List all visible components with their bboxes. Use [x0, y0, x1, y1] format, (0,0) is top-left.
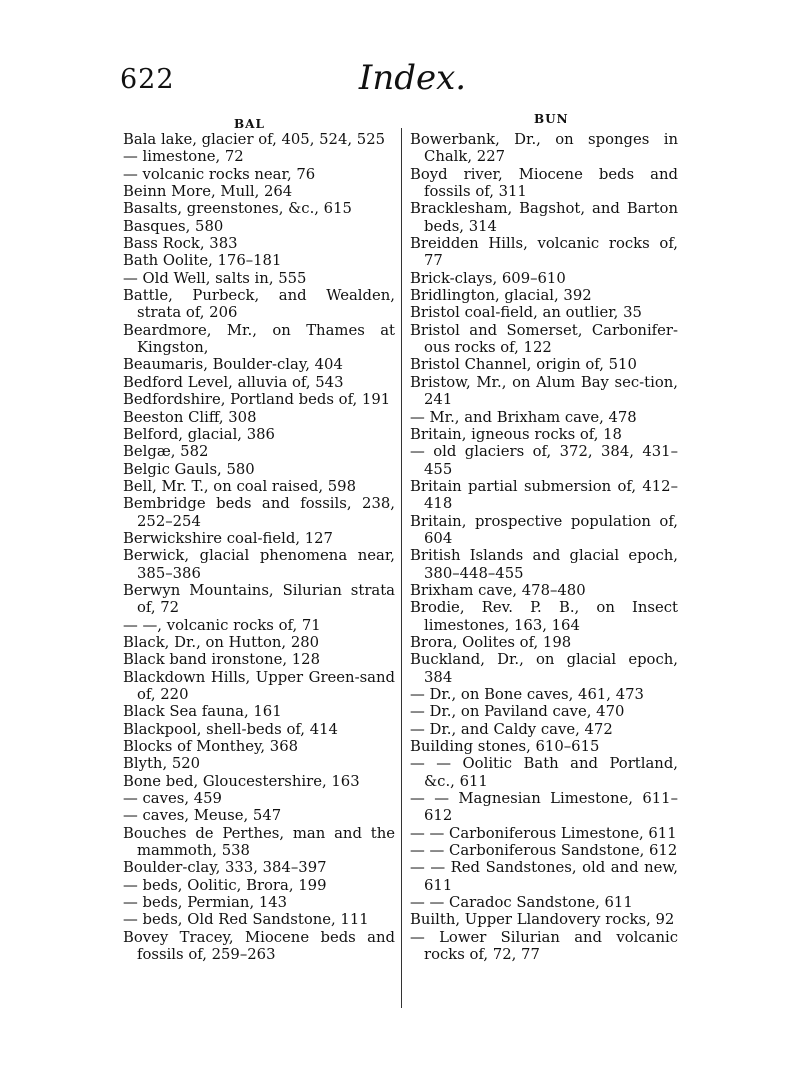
- page-title: Index.: [358, 58, 467, 98]
- index-entry: Blocks of Monthey, 368: [123, 738, 299, 756]
- index-entry: Bell, Mr. T., on coal raised, 598: [123, 477, 357, 495]
- index-entry: Belgic Gauls, 580: [123, 460, 255, 478]
- index-entry: — limestone, 72: [123, 148, 244, 166]
- index-entry: Blackpool, shell-beds of, 414: [123, 720, 338, 738]
- index-entry: — — Red Sandstones, old and new, 611: [410, 859, 678, 894]
- index-entry: — old glaciers of, 372, 384, 431–455: [410, 443, 678, 478]
- index-entry: — — Carboniferous Sandstone, 612: [410, 842, 678, 860]
- index-entry: Beeston Cliff, 308: [123, 408, 257, 426]
- index-entry: — beds, Permian, 143: [123, 894, 288, 912]
- index-entry: — Dr., on Bone caves, 461, 473: [410, 686, 644, 703]
- index-entry: — caves, 459: [123, 790, 222, 808]
- index-entry: Breidden Hills, volcanic rocks of, 77: [410, 235, 678, 270]
- index-entry: Bristol and Somerset, Carbonifer-ous rocks of, 122: [410, 321, 678, 357]
- index-entry: — caves, Meuse, 547: [123, 807, 282, 825]
- index-entry: Bedford Level, alluvia of, 543: [123, 373, 344, 391]
- index-entry: Bouches de Perthes, man and the mammoth, 538: [123, 824, 395, 860]
- index-entry: Bristol Channel, origin of, 510: [410, 356, 637, 374]
- column-divider: [401, 128, 402, 1008]
- index-entry: Beinn More, Mull, 264: [123, 183, 293, 201]
- index-entry: Brixham cave, 478–480: [410, 581, 586, 599]
- right-column-heading: BUN: [534, 112, 569, 126]
- index-entry: — —, volcanic rocks of, 71: [123, 616, 321, 634]
- index-entry: Bovey Tracey, Miocene beds and fossils of, 259–263: [123, 928, 395, 964]
- index-entry: Bedfordshire, Portland beds of, 191: [123, 391, 391, 409]
- index-entry: Black band ironstone, 128: [123, 651, 321, 669]
- index-entry: Bath Oolite, 176–181: [123, 252, 282, 270]
- index-entry: Berwickshire coal-field, 127: [123, 529, 333, 547]
- index-entry: — beds, Oolitic, Brora, 199: [123, 876, 327, 894]
- index-entry: Building stones, 610–615: [410, 738, 600, 756]
- index-entry: Basalts, greenstones, &c., 615: [123, 200, 352, 218]
- index-entry: Blackdown Hills, Upper Green-sand of, 220: [123, 668, 395, 703]
- index-entry: — Mr., and Brixham cave, 478: [410, 408, 637, 426]
- index-entry: — beds, Old Red Sandstone, 111: [123, 911, 369, 929]
- index-entry: Brodie, Rev. P. B., on Insect limestones, 163, 164: [410, 599, 678, 634]
- index-entry: Belford, glacial, 386: [123, 425, 275, 443]
- index-entry: Black, Dr., on Hutton, 280: [123, 633, 320, 651]
- right-index-column: [410, 131, 678, 964]
- index-entry: Berwyn Mountains, Silurian strata of, 72: [123, 581, 395, 617]
- left-column-heading: BAL: [234, 117, 265, 131]
- index-entry: Bristow, Mr., on Alum Bay sec-tion, 241: [410, 373, 678, 409]
- index-entry: Basques, 580: [123, 217, 224, 235]
- index-entry: — volcanic rocks near, 76: [123, 165, 316, 183]
- index-entry: Bembridge beds and fossils, 238, 252–254: [123, 495, 395, 530]
- index-entry: Bridlington, glacial, 392: [410, 287, 592, 305]
- index-entry: Boulder-clay, 333, 384–397: [123, 859, 327, 877]
- index-entry: Bass Rock, 383: [123, 235, 238, 253]
- index-entry: Britain partial submersion of, 412–418: [410, 477, 678, 513]
- index-entry: Brick-clays, 609–610: [410, 269, 566, 287]
- index-entry: — Lower Silurian and volcanic rocks of, 72, 77: [410, 928, 678, 964]
- index-entry: — — Carboniferous Limestone, 611: [410, 824, 677, 842]
- index-entry: — — Caradoc Sandstone, 611: [410, 894, 633, 912]
- index-entry: Beaumaris, Boulder-clay, 404: [123, 356, 343, 374]
- index-entry: Battle, Purbeck, and Wealden, strata of, 206: [123, 287, 395, 322]
- index-entry: Bone bed, Gloucestershire, 163: [123, 772, 360, 790]
- page-number: 622: [120, 64, 175, 95]
- index-entry: Bala lake, glacier of, 405, 524, 525: [123, 131, 386, 148]
- index-entry: Britain, prospective population of, 604: [410, 512, 678, 547]
- index-entry: Brora, Oolites of, 198: [410, 633, 572, 651]
- index-entry: Bowerbank, Dr., on sponges in Chalk, 227: [410, 131, 678, 166]
- index-entry: Boyd river, Miocene beds and fossils of, 311: [410, 165, 678, 201]
- index-entry: Buckland, Dr., on glacial epoch, 384: [410, 651, 678, 686]
- index-entry: — — Oolitic Bath and Portland, &c., 611: [410, 755, 678, 790]
- index-entry: Britain, igneous rocks of, 18: [410, 425, 622, 443]
- index-entry: Beardmore, Mr., on Thames at Kingston,: [123, 321, 395, 357]
- index-entry: — Dr., on Paviland cave, 470: [410, 703, 625, 721]
- index-entry: Bristol coal-field, an outlier, 35: [410, 304, 642, 322]
- index-entry: Belgæ, 582: [123, 443, 209, 461]
- left-index-column: [123, 131, 395, 964]
- index-entry: Builth, Upper Llandovery rocks, 92: [410, 911, 675, 929]
- index-entry: Berwick, glacial phenomena near, 385–386: [123, 547, 395, 582]
- index-entry: — Old Well, salts in, 555: [123, 269, 307, 287]
- index-entry: Blyth, 520: [123, 755, 201, 773]
- index-entry: Black Sea fauna, 161: [123, 703, 282, 721]
- index-entry: Bracklesham, Bagshot, and Barton beds, 314: [410, 200, 678, 235]
- index-entry: — Dr., and Caldy cave, 472: [410, 720, 613, 738]
- index-entry: — — Magnesian Limestone, 611–612: [410, 790, 678, 825]
- index-entry: British Islands and glacial epoch, 380–448–455: [410, 547, 678, 582]
